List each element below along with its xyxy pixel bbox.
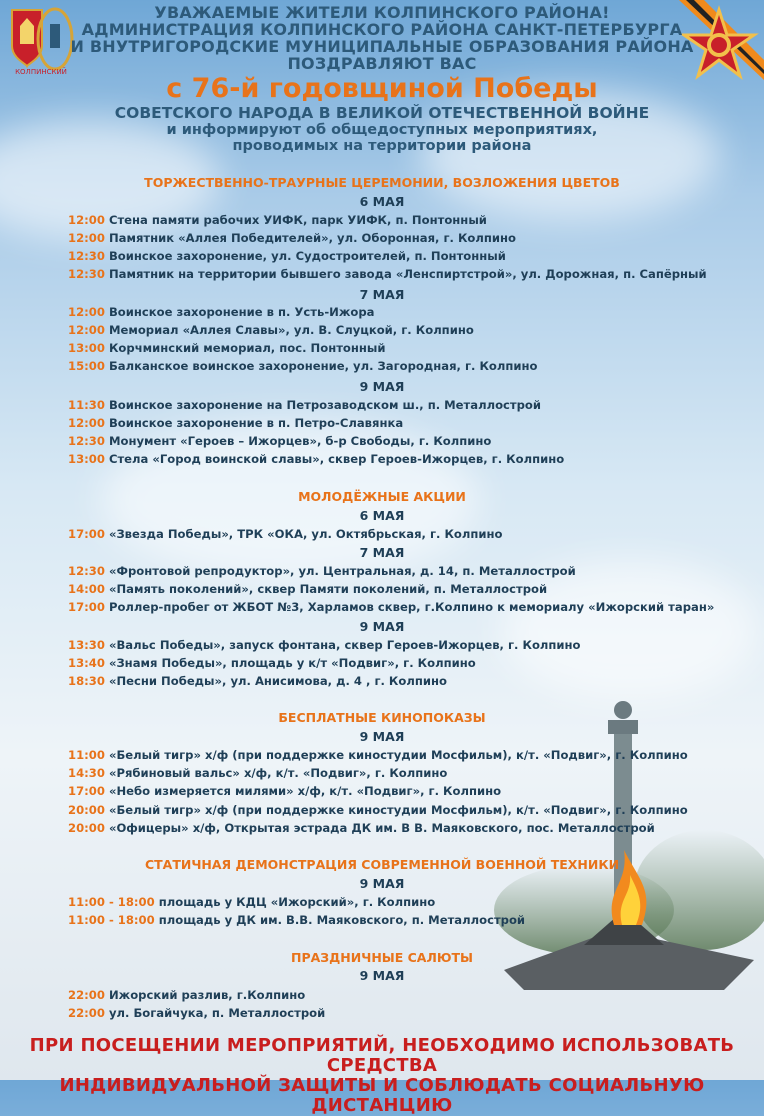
event-text: «Небо измеряется милями» х/ф, к/т. «Подвиг», г. Колпино xyxy=(108,784,502,798)
event-text: Стена памяти рабочих УИФК, парк УИФК, п. Понтонный xyxy=(108,213,487,227)
event-time: 20:00 xyxy=(68,803,105,817)
event-text: «Песни Победы», ул. Анисимова, д. 4 , г. Колпино xyxy=(108,674,447,688)
event-time: 12:00 xyxy=(68,416,105,430)
svg-text:КОЛПИНСКИЙ: КОЛПИНСКИЙ xyxy=(15,68,67,76)
event-row xyxy=(68,821,655,835)
event-time: 11:00 - 18:00 xyxy=(68,895,155,909)
event-time: 20:00 xyxy=(68,821,105,835)
event-time: 17:00 xyxy=(68,600,105,614)
event-row xyxy=(68,323,474,337)
event-row xyxy=(68,913,525,927)
date-heading: 9 МАЯ xyxy=(359,876,405,891)
footer-line: ПРИ ПОСЕЩЕНИИ МЕРОПРИЯТИЙ, НЕОБХОДИМО ИСПОЛЬЗОВАТЬ СРЕДСТВА xyxy=(29,1035,735,1076)
event-time: 13:00 xyxy=(68,452,105,466)
event-text: «Память поколений», сквер Памяти поколений, п. Металлострой xyxy=(108,582,548,596)
event-row xyxy=(68,249,506,263)
event-text: Воинское захоронение на Петрозаводском ш., п. Металлострой xyxy=(108,398,542,412)
event-row xyxy=(68,398,541,412)
event-row xyxy=(68,341,386,355)
event-time: 12:30 xyxy=(68,564,105,578)
event-time: 12:30 xyxy=(68,267,105,281)
event-time: 17:00 xyxy=(68,784,105,798)
event-row xyxy=(68,582,547,596)
event-row xyxy=(68,452,564,466)
header-line: УВАЖАЕМЫЕ ЖИТЕЛИ КОЛПИНСКОГО РАЙОНА! xyxy=(154,3,610,22)
event-text: «Знамя Победы», площадь у к/т «Подвиг», г. Колпино xyxy=(108,656,476,670)
event-time: 11:30 xyxy=(68,398,105,412)
event-row xyxy=(68,988,305,1002)
event-text: Мемориал «Аллея Славы», ул. В. Слуцкой, г. Колпино xyxy=(108,323,474,337)
date-heading: 9 МАЯ xyxy=(359,619,405,634)
event-time: 18:30 xyxy=(68,674,105,688)
event-row xyxy=(68,231,516,245)
section-title: ПРАЗДНИЧНЫЕ САЛЮТЫ xyxy=(290,950,474,965)
event-row xyxy=(68,267,707,281)
event-time: 17:00 xyxy=(68,527,105,541)
event-row xyxy=(68,359,538,373)
date-heading: 7 МАЯ xyxy=(359,545,405,560)
event-text: Роллер-пробег от ЖБОТ №3, Харламов сквер, г.Колпино к мемориалу «Ижорский таран» xyxy=(108,600,715,614)
footer-line: ИНДИВИДУАЛЬНОЙ ЗАЩИТЫ И СОБЛЮДАТЬ СОЦИАЛЬНУЮ ДИСТАНЦИЮ xyxy=(59,1075,705,1116)
event-row xyxy=(68,564,576,578)
event-time: 15:00 xyxy=(68,359,105,373)
event-text: Воинское захоронение в п. Петро-Славянка xyxy=(108,416,404,430)
event-time: 14:30 xyxy=(68,766,105,780)
event-text: «Рябиновый вальс» х/ф, к/т. «Подвиг», г. Колпино xyxy=(108,766,448,780)
header-line: ПОЗДРАВЛЯЮТ ВАС xyxy=(287,54,477,73)
event-time: 22:00 xyxy=(68,1006,105,1020)
event-text: «Фронтовой репродуктор», ул. Центральная, д. 14, п. Металлострой xyxy=(108,564,576,578)
event-time: 11:00 - 18:00 xyxy=(68,913,155,927)
event-text: Корчминский мемориал, пос. Понтонный xyxy=(108,341,386,355)
event-time: 11:00 xyxy=(68,748,105,762)
event-row xyxy=(68,766,447,780)
event-row xyxy=(68,638,581,652)
section-title: СТАТИЧНАЯ ДЕМОНСТРАЦИЯ СОВРЕМЕННОЙ ВОЕННОЙ ТЕХНИКИ xyxy=(144,857,620,872)
header-line: АДМИНИСТРАЦИЯ КОЛПИНСКОГО РАЙОНА САНКТ-ПЕТЕРБУРГА xyxy=(81,20,683,39)
section-title: БЕСПЛАТНЫЕ КИНОПОКАЗЫ xyxy=(278,710,486,725)
date-heading: 9 МАЯ xyxy=(359,968,405,983)
date-heading: 9 МАЯ xyxy=(359,729,405,744)
event-row xyxy=(68,600,714,614)
section-title: ТОРЖЕСТВЕННО-ТРАУРНЫЕ ЦЕРЕМОНИИ, ВОЗЛОЖЕНИЯ ЦВЕТОВ xyxy=(144,175,620,190)
event-row xyxy=(68,527,503,541)
event-time: 13:40 xyxy=(68,656,105,670)
event-text: ул. Богайчука, п. Металлострой xyxy=(108,1006,326,1020)
event-time: 12:00 xyxy=(68,231,105,245)
event-row xyxy=(68,434,491,448)
event-text: Памятник на территории бывшего завода «Ленспиртстрой», ул. Дорожная, п. Сапёрный xyxy=(108,267,707,281)
event-text: Памятник «Аллея Победителей», ул. Оборонная, г. Колпино xyxy=(108,231,516,245)
date-heading: 6 МАЯ xyxy=(359,194,405,209)
subtitle: проводимых на территории района xyxy=(232,138,532,154)
event-time: 22:00 xyxy=(68,988,105,1002)
event-text: «Офицеры» х/ф, Открытая эстрада ДК им. В В. Маяковского, пос. Металлострой xyxy=(108,821,655,835)
event-time: 14:00 xyxy=(68,582,105,596)
event-time: 12:30 xyxy=(68,249,105,263)
event-text: Ижорский разлив, г.Колпино xyxy=(108,988,306,1002)
event-text: «Белый тигр» х/ф (при поддержке киностудии Мосфильм), к/т. «Подвиг», г. Колпино xyxy=(108,803,688,817)
event-row xyxy=(68,803,688,817)
event-text: Воинское захоронение, ул. Судостроителей, п. Понтонный xyxy=(108,249,506,263)
footer-warning xyxy=(0,1036,764,1116)
event-row xyxy=(68,305,375,319)
event-time: 12:30 xyxy=(68,434,105,448)
subtitle: СОВЕТСКОГО НАРОДА В ВЕЛИКОЙ ОТЕЧЕСТВЕННОЙ ВОЙНЕ xyxy=(114,104,650,122)
event-row xyxy=(68,656,476,670)
event-text: площадь у КДЦ «Ижорский», г. Колпино xyxy=(158,895,436,909)
event-time: 13:30 xyxy=(68,638,105,652)
event-row xyxy=(68,895,435,909)
date-heading: 7 МАЯ xyxy=(359,287,405,302)
date-heading: 9 МАЯ xyxy=(359,379,405,394)
event-time: 12:00 xyxy=(68,305,105,319)
event-row xyxy=(68,784,501,798)
subtitle: и информируют об общедоступных мероприятиях, xyxy=(166,122,598,138)
event-text: Монумент «Героев – Ижорцев», б-р Свободы, г. Колпино xyxy=(108,434,492,448)
victory-title: с 76-й годовщиной Победы xyxy=(166,73,598,104)
event-text: «Звезда Победы», ТРК «ОКА, ул. Октябрьская, г. Колпино xyxy=(108,527,503,541)
event-text: Стела «Город воинской славы», сквер Героев-Ижорцев, г. Колпино xyxy=(108,452,565,466)
event-row xyxy=(68,674,447,688)
event-text: Воинское захоронение в п. Усть-Ижора xyxy=(108,305,375,319)
event-text: площадь у ДК им. В.В. Маяковского, п. Металлострой xyxy=(158,913,526,927)
event-time: 12:00 xyxy=(68,213,105,227)
event-text: «Вальс Победы», запуск фонтана, сквер Героев-Ижорцев, г. Колпино xyxy=(108,638,581,652)
event-row xyxy=(68,748,688,762)
event-text: «Белый тигр» х/ф (при поддержке киностудии Мосфильм), к/т. «Подвиг», г. Колпино xyxy=(108,748,688,762)
header-line: И ВНУТРИГОРОДСКИЕ МУНИЦИПАЛЬНЫЕ ОБРАЗОВАНИЯ РАЙОНА xyxy=(70,37,694,56)
event-row xyxy=(68,213,487,227)
event-time: 12:00 xyxy=(68,323,105,337)
date-heading: 6 МАЯ xyxy=(359,508,405,523)
event-row xyxy=(68,416,403,430)
event-time: 13:00 xyxy=(68,341,105,355)
header xyxy=(0,4,764,154)
event-row xyxy=(68,1006,325,1020)
event-text: Балканское воинское захоронение, ул. Загородная, г. Колпино xyxy=(108,359,538,373)
section-title: МОЛОДЁЖНЫЕ АКЦИИ xyxy=(298,489,466,504)
